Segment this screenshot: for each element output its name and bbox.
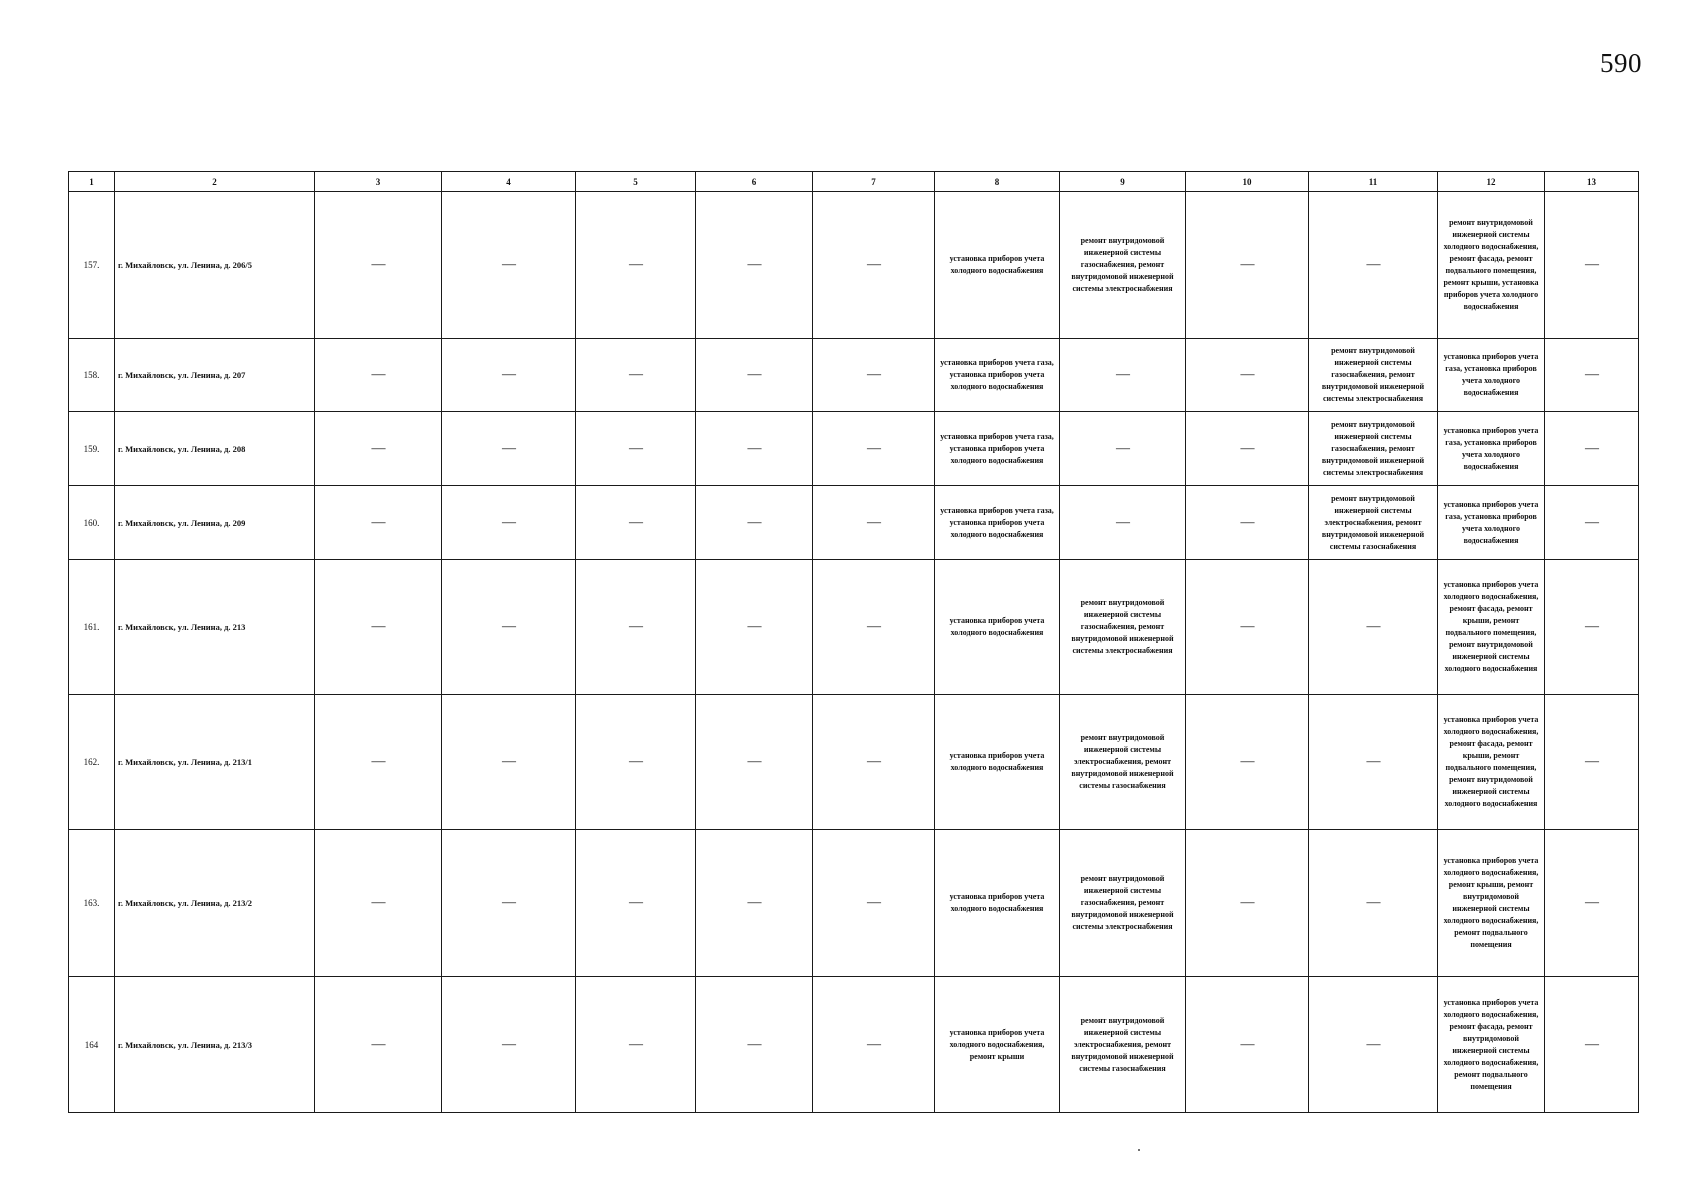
work-type-cell: ремонт внутридомовой инженерной системы газоснабжения, ремонт внутридомовой инженерной системы электроснабжения [1060,560,1186,695]
empty-dash-cell: — [442,560,576,695]
table-row [69,192,1639,339]
table-body [69,192,1639,1113]
empty-dash-cell: — [696,560,813,695]
empty-dash-cell: — [442,830,576,977]
empty-dash-cell: — [1545,339,1639,412]
row-number-cell: 161. [69,560,115,695]
empty-dash-cell: — [813,977,935,1113]
empty-dash-cell: — [1545,830,1639,977]
table-row [69,339,1639,412]
work-type-cell: установка приборов учета газа, установка приборов учета холодного водоснабжения [1438,486,1545,560]
row-number-cell: 163. [69,830,115,977]
table-row [69,560,1639,695]
column-number-13: 13 [1545,172,1639,192]
work-type-cell: ремонт внутридомовой инженерной системы электроснабжения, ремонт внутридомовой инженерной системы газоснабжения [1060,977,1186,1113]
empty-dash-cell: — [1060,339,1186,412]
column-number-6: 6 [696,172,813,192]
column-number-1: 1 [69,172,115,192]
empty-dash-cell: — [315,977,442,1113]
empty-dash-cell: — [813,560,935,695]
row-number-cell: 158. [69,339,115,412]
empty-dash-cell: — [576,486,696,560]
work-type-cell: ремонт внутридомовой инженерной системы электроснабжения, ремонт внутридомовой инженерной системы газоснабжения [1060,695,1186,830]
column-number-3: 3 [315,172,442,192]
work-type-cell: ремонт внутридомовой инженерной системы холодного водоснабжения, ремонт фасада, ремонт подвального помещения, ремонт крыши, установка приборов учета холодного водоснабжения [1438,192,1545,339]
work-type-cell: ремонт внутридомовой инженерной системы газоснабжения, ремонт внутридомовой инженерной системы электроснабжения [1060,830,1186,977]
work-type-cell: ремонт внутридомовой инженерной системы газоснабжения, ремонт внутридомовой инженерной системы электроснабжения [1060,192,1186,339]
column-number-5: 5 [576,172,696,192]
empty-dash-cell: — [315,830,442,977]
row-number-cell: 160. [69,486,115,560]
address-cell: г. Михайловск, ул. Ленина, д. 209 [115,486,315,560]
table-row [69,486,1639,560]
empty-dash-cell: — [813,192,935,339]
work-type-cell: установка приборов учета холодного водоснабжения, ремонт фасада, ремонт внутридомовой инженерной системы холодного водоснабжения, ремонт подвального помещения [1438,977,1545,1113]
work-type-cell: установка приборов учета холодного водоснабжения [935,695,1060,830]
work-type-cell: установка приборов учета холодного водоснабжения [935,830,1060,977]
column-number-2: 2 [115,172,315,192]
empty-dash-cell: — [576,560,696,695]
empty-dash-cell: — [696,977,813,1113]
column-number-8: 8 [935,172,1060,192]
empty-dash-cell: — [576,830,696,977]
empty-dash-cell: — [1186,830,1309,977]
column-number-4: 4 [442,172,576,192]
empty-dash-cell: — [1060,486,1186,560]
work-type-cell: установка приборов учета холодного водоснабжения [935,192,1060,339]
column-number-7: 7 [813,172,935,192]
work-type-cell: установка приборов учета холодного водоснабжения [935,560,1060,695]
empty-dash-cell: — [1309,192,1438,339]
empty-dash-cell: — [1545,192,1639,339]
empty-dash-cell: — [1186,695,1309,830]
work-type-cell: ремонт внутридомовой инженерной системы электроснабжения, ремонт внутридомовой инженерной системы газоснабжения [1309,486,1438,560]
work-type-cell: ремонт внутридомовой инженерной системы газоснабжения, ремонт внутридомовой инженерной системы электроснабжения [1309,412,1438,486]
works-table [68,171,1639,1113]
empty-dash-cell: — [813,695,935,830]
work-type-cell: установка приборов учета холодного водоснабжения, ремонт крыши [935,977,1060,1113]
scan-speck [1138,1149,1140,1151]
address-cell: г. Михайловск, ул. Ленина, д. 213/1 [115,695,315,830]
empty-dash-cell: — [576,977,696,1113]
empty-dash-cell: — [1186,560,1309,695]
empty-dash-cell: — [1309,560,1438,695]
empty-dash-cell: — [576,412,696,486]
empty-dash-cell: — [696,412,813,486]
page-number: 590 [1600,48,1642,78]
empty-dash-cell: — [576,192,696,339]
work-type-cell: установка приборов учета газа, установка приборов учета холодного водоснабжения [935,486,1060,560]
empty-dash-cell: — [1545,486,1639,560]
empty-dash-cell: — [315,486,442,560]
empty-dash-cell: — [442,412,576,486]
table-row [69,412,1639,486]
address-cell: г. Михайловск, ул. Ленина, д. 206/5 [115,192,315,339]
empty-dash-cell: — [813,830,935,977]
empty-dash-cell: — [1186,412,1309,486]
empty-dash-cell: — [576,339,696,412]
address-cell: г. Михайловск, ул. Ленина, д. 208 [115,412,315,486]
empty-dash-cell: — [1186,339,1309,412]
work-type-cell: ремонт внутридомовой инженерной системы газоснабжения, ремонт внутридомовой инженерной системы электроснабжения [1309,339,1438,412]
address-cell: г. Михайловск, ул. Ленина, д. 213/2 [115,830,315,977]
column-number-9: 9 [1060,172,1186,192]
work-type-cell: установка приборов учета холодного водоснабжения, ремонт фасада, ремонт крыши, ремонт подвального помещения, ремонт внутридомовой инженерной системы холодного водоснабжения [1438,560,1545,695]
empty-dash-cell: — [696,830,813,977]
address-cell: г. Михайловск, ул. Ленина, д. 213/3 [115,977,315,1113]
row-number-cell: 164 [69,977,115,1113]
empty-dash-cell: — [442,486,576,560]
empty-dash-cell: — [442,192,576,339]
empty-dash-cell: — [1309,977,1438,1113]
empty-dash-cell: — [696,192,813,339]
header-row [69,172,1639,192]
empty-dash-cell: — [1545,977,1639,1113]
empty-dash-cell: — [1309,695,1438,830]
empty-dash-cell: — [315,339,442,412]
empty-dash-cell: — [696,695,813,830]
row-number-cell: 157. [69,192,115,339]
empty-dash-cell: — [1545,412,1639,486]
empty-dash-cell: — [315,192,442,339]
empty-dash-cell: — [696,339,813,412]
address-cell: г. Михайловск, ул. Ленина, д. 213 [115,560,315,695]
column-number-11: 11 [1309,172,1438,192]
empty-dash-cell: — [442,695,576,830]
empty-dash-cell: — [1186,977,1309,1113]
work-type-cell: установка приборов учета газа, установка приборов учета холодного водоснабжения [935,412,1060,486]
empty-dash-cell: — [1060,412,1186,486]
empty-dash-cell: — [1186,192,1309,339]
table-row [69,977,1639,1113]
empty-dash-cell: — [315,695,442,830]
column-number-10: 10 [1186,172,1309,192]
table-row [69,695,1639,830]
empty-dash-cell: — [1186,486,1309,560]
empty-dash-cell: — [315,560,442,695]
work-type-cell: установка приборов учета газа, установка приборов учета холодного водоснабжения [1438,339,1545,412]
empty-dash-cell: — [813,339,935,412]
address-cell: г. Михайловск, ул. Ленина, д. 207 [115,339,315,412]
empty-dash-cell: — [315,412,442,486]
empty-dash-cell: — [442,977,576,1113]
empty-dash-cell: — [1545,560,1639,695]
work-type-cell: установка приборов учета газа, установка приборов учета холодного водоснабжения [935,339,1060,412]
work-type-cell: установка приборов учета холодного водоснабжения, ремонт фасада, ремонт крыши, ремонт подвального помещения, ремонт внутридомовой инженерной системы холодного водоснабжения [1438,695,1545,830]
empty-dash-cell: — [576,695,696,830]
empty-dash-cell: — [813,412,935,486]
empty-dash-cell: — [696,486,813,560]
column-number-12: 12 [1438,172,1545,192]
empty-dash-cell: — [442,339,576,412]
empty-dash-cell: — [813,486,935,560]
empty-dash-cell: — [1545,695,1639,830]
empty-dash-cell: — [1309,830,1438,977]
row-number-cell: 162. [69,695,115,830]
work-type-cell: установка приборов учета газа, установка приборов учета холодного водоснабжения [1438,412,1545,486]
table-header [69,172,1639,192]
work-type-cell: установка приборов учета холодного водоснабжения, ремонт крыши, ремонт внутридомовой инженерной системы холодного водоснабжения, ремонт подвального помещения [1438,830,1545,977]
row-number-cell: 159. [69,412,115,486]
table-row [69,830,1639,977]
